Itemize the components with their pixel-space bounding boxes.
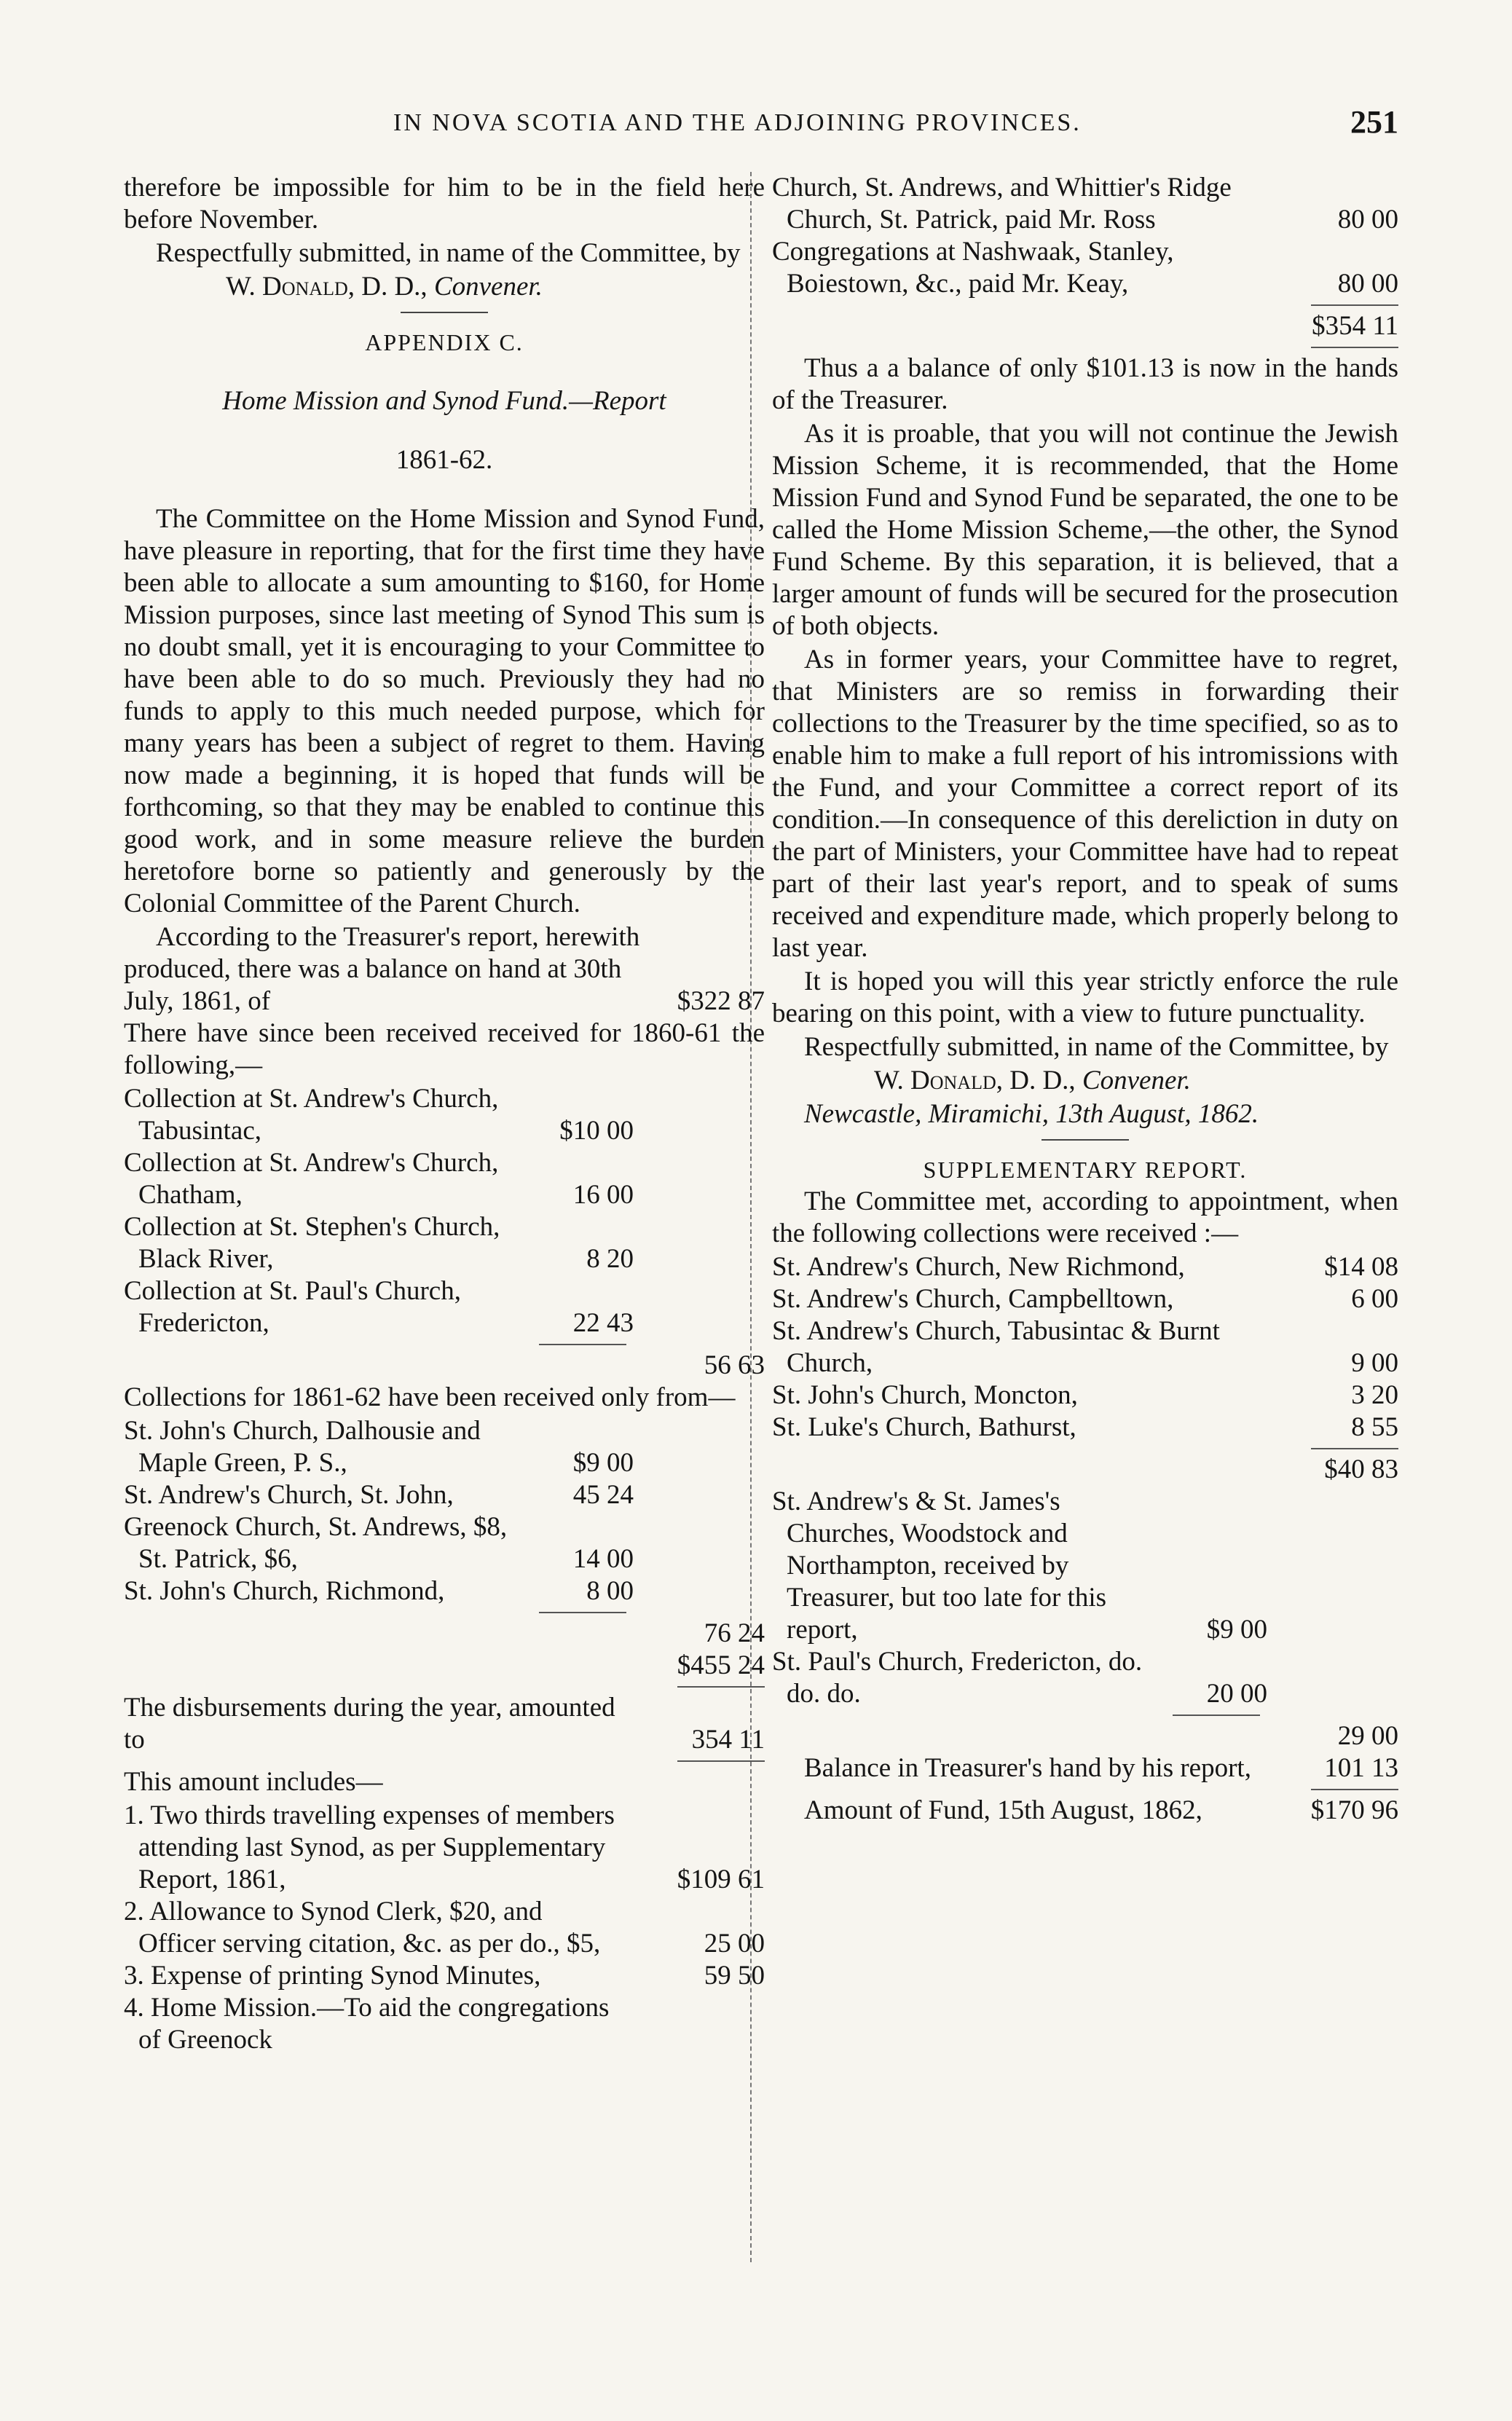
paragraph: The Committee on the Home Mission and Synod Fund, have pleasure in reporting, that for the first time they have been able to allocate a sum amounting to $160, for Home Mission purposes, since last meeting of Synod This sum is no doubt small, yet it is encouraging to your Committee to have been able to do so much. Previously they had no funds to apply to this much needed purpose, which for many years has been a subject of regret to them. Having now made a beginning, it is hoped that funds will be forthcoming, so that they may be enabled to continue this good work, and in some measure relieve the burden heretofore borne so patiently and generously by the Colonial Committee of the Parent Church. [124, 504, 765, 918]
ledger-row [124, 1275, 765, 1339]
grand-total-amount: $455 24 [677, 1650, 765, 1680]
signature-role: Convener. [1082, 1066, 1191, 1095]
received-intro: There have since been received received for 1860-61 the following,— [124, 1018, 765, 1080]
paragraph: The Committee met, according to appointment, when the following collections were received :— [772, 1186, 1398, 1248]
ledger-desc: St. John's Church, Dalhousie and Maple Green, P. S., [124, 1416, 481, 1478]
ledger-desc: 4. Home Mission.—To aid the congregations of Greenock [124, 1993, 610, 2055]
disbursements-row [124, 1692, 765, 1756]
ledger-amount: 14 00 [572, 1544, 634, 1574]
ledger-desc: Collection at St. Andrew's Church, Tabusintac, [124, 1084, 499, 1146]
ledger-desc: 1. Two thirds travelling expenses of members attending last Synod, as per Supplementary Report, 1861, [124, 1800, 615, 1894]
ledger-amount: 9 00 [1351, 1348, 1398, 1378]
sum-rule [677, 1686, 765, 1688]
ledger-amount: 6 00 [1351, 1284, 1398, 1314]
ledger-amount: 20 00 [1206, 1679, 1267, 1709]
paragraph: As in former years, your Committee have to regret, that Ministers are so remiss in forwarding their collections to the Treasurer by the time specified, so as to enable him to make a full report of his intromissions with the Fund, and your Committee a correct report of its condition.—In consequence of this dereliction in duty on the part of Ministers, your Committee have had to repeat part of their last year's report, and to speak of sums received and expenditure made, which properly belong to last year. [772, 645, 1398, 963]
subtotal-row [124, 1350, 765, 1382]
signature-name: W. Donald, D. D., [874, 1066, 1076, 1095]
subtotal-amount: 76 24 [704, 1618, 765, 1648]
balance-amount: $322 87 [677, 986, 765, 1016]
sum-rule [1311, 1789, 1398, 1790]
ledger-amount: 22 43 [572, 1308, 634, 1338]
fund-label: Amount of Fund, 15th August, 1862, [804, 1795, 1202, 1825]
ledger-row [772, 172, 1398, 236]
paragraph: As it is proable, that you will not continue the Jewish Mission Scheme, it is recommended, that the Home Mission Fund and Synod Fund be separated, the one to be called the Home Mission Scheme,—the other, the Synod Fund Scheme. By this separation, it is believed, that a larger amount of funds will be secured for the prosecution of both objects. [772, 419, 1398, 641]
ledger-row [124, 1147, 765, 1211]
includes-label: This amount includes— [124, 1767, 383, 1797]
ledger-row [772, 1646, 1398, 1710]
carry-total-row [772, 310, 1398, 342]
ledger-amount: $10 00 [559, 1116, 634, 1146]
ledger-row [772, 1251, 1398, 1283]
ledger-amount: 59 50 [704, 1961, 765, 1991]
late-list [772, 1486, 1398, 1752]
appendix-heading: APPENDIX C. [365, 329, 524, 355]
sum-rule [539, 1344, 626, 1345]
divider [401, 312, 488, 313]
ledger-desc: 3. Expense of printing Synod Minutes, [124, 1961, 541, 1991]
ledger-row [124, 1960, 765, 1992]
balance-row [124, 921, 765, 1017]
report-year: 1861-62. [395, 445, 493, 475]
right-column [772, 172, 1398, 1827]
ledger-row [772, 1412, 1398, 1444]
supplementary-heading: SUPPLEMENTARY REPORT. [923, 1157, 1248, 1183]
disbursements-label: The disbursements during the year, amounted to [124, 1693, 615, 1755]
sum-rule [1311, 304, 1398, 306]
subtotal-row [124, 1618, 765, 1650]
report-title: Home Mission and Synod Fund.—Report [222, 386, 666, 416]
includes-list [124, 1800, 765, 2056]
ledger-amount: $14 08 [1324, 1252, 1398, 1282]
ledger-amount: 80 00 [1337, 205, 1398, 235]
ledger-amount: 80 00 [1337, 269, 1398, 299]
ledger-desc: Church, St. Andrews, and Whittier's Ridge Church, St. Patrick, paid Mr. Ross [772, 173, 1232, 235]
sum-rule [1311, 347, 1398, 348]
signature-name: W. Donald, D. D., [226, 272, 428, 302]
ledger-row [124, 1575, 765, 1607]
signature [226, 271, 765, 303]
ledger-desc: St. Andrew's Church, New Richmond, [772, 1252, 1185, 1282]
paragraph: It is hoped you will this year strictly enforce the rule bearing on this point, with a view to future punctuality. [772, 967, 1398, 1028]
dateline: Newcastle, Miramichi, 13th August, 1862. [804, 1099, 1259, 1129]
subtotal-row [772, 1720, 1398, 1752]
paragraph: therefore be impossible for him to be in the field here before November. [124, 173, 765, 235]
ledger-desc: Collection at St. Andrew's Church, Chatham, [124, 1148, 499, 1210]
collections-1860-list [124, 1083, 765, 1382]
balance-text: According to the Treasurer's report, herewith produced, there was a balance on hand at 30th July, 1861, of [124, 922, 640, 1016]
ledger-row [124, 1083, 765, 1147]
subtotal-row [772, 1454, 1398, 1486]
subtotal-amount: $40 83 [1324, 1454, 1398, 1484]
ledger-desc: Collection at St. Stephen's Church, Black River, [124, 1212, 500, 1274]
subtotal-amount: 29 00 [1337, 1721, 1398, 1751]
ledger-row [124, 1992, 765, 2056]
ledger-amount: 25 00 [704, 1929, 765, 1959]
ledger-row [124, 1800, 765, 1896]
ledger-desc: 2. Allowance to Synod Clerk, $20, and Officer serving citation, &c. as per do., $5, [124, 1897, 601, 1959]
collections-1861-intro: Collections for 1861-62 have been received only from— [124, 1382, 736, 1412]
ledger-amount: 16 00 [572, 1180, 634, 1210]
ledger-row [772, 1486, 1398, 1646]
ledger-desc: St. John's Church, Moncton, [772, 1380, 1078, 1410]
paragraph: Respectfully submitted, in name of the Committee, by [156, 238, 741, 268]
ledger-amount: $9 00 [1206, 1615, 1267, 1645]
sum-rule [1173, 1715, 1260, 1716]
balance-amount: 101 13 [1324, 1753, 1398, 1783]
ledger-amount: 3 20 [1351, 1380, 1398, 1410]
fund-amount: $170 96 [1310, 1795, 1398, 1825]
signature-role: Convener. [433, 272, 543, 302]
ledger-row [124, 1511, 765, 1575]
grand-total-row [124, 1650, 765, 1682]
ledger-amount: 8 55 [1351, 1412, 1398, 1442]
sum-rule [677, 1760, 765, 1762]
ledger-row [772, 1379, 1398, 1412]
ledger-amount: 8 00 [586, 1576, 634, 1606]
running-head [117, 104, 1398, 160]
ledger-desc: Greenock Church, St. Andrews, $8, St. Patrick, $6, [124, 1512, 508, 1574]
sum-rule [1311, 1448, 1398, 1449]
balance-label: Balance in Treasurer's hand by his report, [804, 1753, 1251, 1783]
disbursements-amount: 354 11 [691, 1725, 765, 1755]
page-number: 251 [1350, 104, 1398, 140]
ledger-row [772, 1315, 1398, 1379]
ledger-row [124, 1211, 765, 1275]
ledger-row [772, 1283, 1398, 1315]
ledger-row [124, 1896, 765, 1960]
ledger-desc: Collection at St. Paul's Church, Fredericton, [124, 1276, 461, 1338]
ledger-row [772, 236, 1398, 300]
ledger-desc: St. Andrew's Church, St. John, [124, 1480, 454, 1510]
collections-1861-list [124, 1415, 765, 1688]
ledger-desc: St. Paul's Church, Fredericton, do. do. do. [772, 1647, 1143, 1709]
ledger-desc: St. Andrew's Church, Campbelltown, [772, 1284, 1174, 1314]
ledger-amount: 45 24 [572, 1480, 634, 1510]
fund-row [772, 1795, 1398, 1827]
ledger-amount: $9 00 [572, 1448, 634, 1478]
ledger-desc: Congregations at Nashwaak, Stanley, Boiestown, &c., paid Mr. Keay, [772, 237, 1174, 299]
ledger-row [124, 1479, 765, 1511]
ledger-row [124, 1415, 765, 1479]
ledger-amount: 8 20 [586, 1244, 634, 1274]
sum-rule [539, 1612, 626, 1613]
paragraph: Thus a a balance of only $101.13 is now in the hands of the Treasurer. [772, 353, 1398, 415]
left-column [124, 172, 765, 2056]
running-title: IN NOVA SCOTIA AND THE ADJOINING PROVINCES. [393, 109, 1082, 136]
ledger-desc: St. Andrew's & St. James's Churches, Woodstock and Northampton, received by Treasurer, but too late for this report, [772, 1487, 1107, 1645]
carry-total-amount: $354 11 [1312, 311, 1398, 341]
paragraph: Respectfully submitted, in name of the Committee, by [804, 1032, 1389, 1062]
divider [1042, 1139, 1129, 1141]
supplementary-list [772, 1251, 1398, 1486]
balance-row [772, 1752, 1398, 1784]
subtotal-amount: 56 63 [704, 1350, 765, 1380]
ledger-desc: St. Andrew's Church, Tabusintac & Burnt Church, [772, 1316, 1220, 1378]
ledger-desc: St. John's Church, Richmond, [124, 1576, 445, 1606]
signature [874, 1065, 1398, 1097]
ledger-desc: St. Luke's Church, Bathurst, [772, 1412, 1076, 1442]
ledger-amount: $109 61 [677, 1865, 765, 1894]
